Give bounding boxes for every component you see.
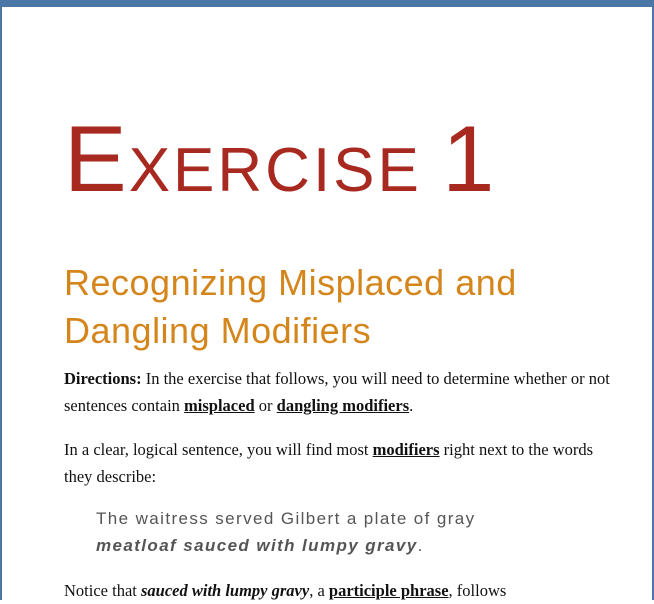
modifiers-paragraph — [64, 436, 614, 490]
dangling-modifiers-term: dangling modifiers — [276, 396, 410, 415]
title-number: 1 — [442, 106, 497, 211]
notice-phrase: sauced with lumpy gravy — [140, 581, 310, 600]
subtitle-line-2: Dangling Modifiers — [64, 310, 372, 351]
example-sentence — [96, 505, 626, 559]
participle-phrase-term: participle phrase — [328, 581, 449, 600]
directions-text-or: or — [254, 396, 277, 415]
directions-label: Directions: — [64, 369, 142, 388]
directions-text: In the exercise that follows, you will need to determine whether or not sentences contain — [64, 369, 610, 415]
notice-text-after: , follows — [448, 581, 507, 600]
directions-period: . — [409, 396, 414, 415]
example-emphasis: meatloaf sauced with lumpy gravy — [96, 536, 418, 555]
directions-paragraph — [64, 365, 614, 419]
modifiers-term: modifiers — [372, 440, 440, 459]
exercise-subtitle — [64, 259, 624, 355]
notice-text-before: Notice that — [64, 581, 141, 600]
modifiers-text-after: right next to the words they describe: — [64, 440, 594, 486]
subtitle-line-1: Recognizing Misplaced and — [64, 262, 517, 303]
misplaced-term: misplaced — [184, 396, 255, 415]
notice-text-middle: , a — [309, 581, 329, 600]
modifiers-text-before: In a clear, logical sentence, you will find most — [64, 440, 373, 459]
exercise-title — [64, 106, 497, 211]
title-rest: XERCISE — [128, 136, 422, 205]
example-period: . — [417, 536, 424, 555]
title-initial: E — [64, 106, 129, 211]
example-line-1: The waitress served Gilbert a plate of gray — [96, 509, 476, 528]
